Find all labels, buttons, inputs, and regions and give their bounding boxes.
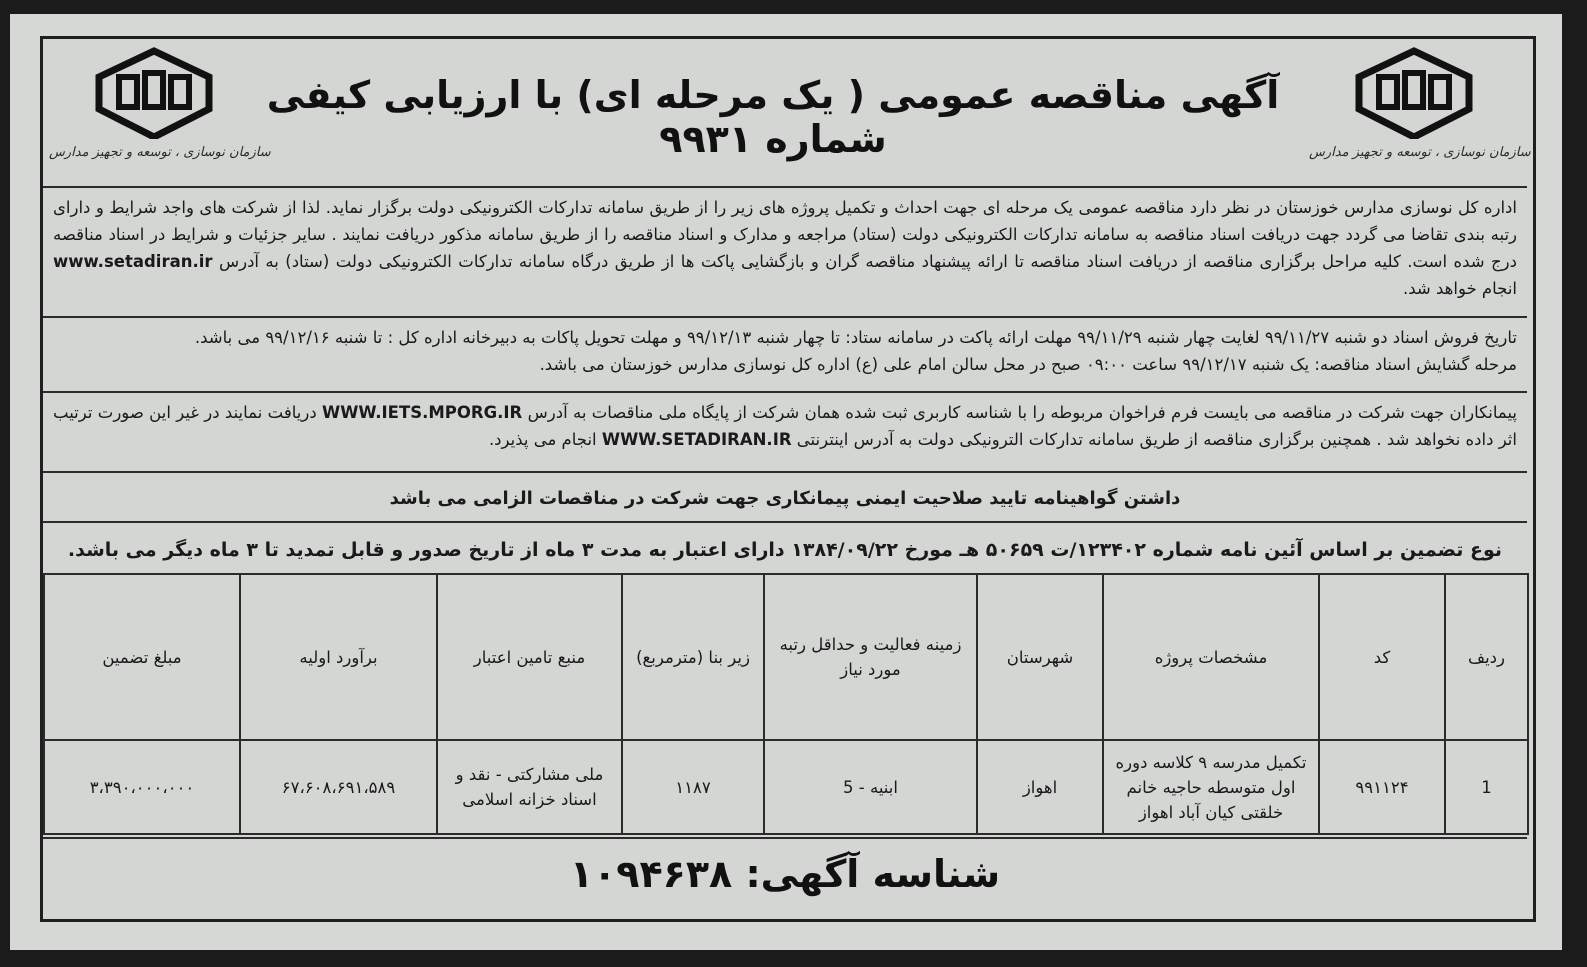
notice-title: آگهی مناقصه عمومی ( یک مرحله ای) با ارزیابی کیفی شماره ۹۹۳۱	[266, 73, 1280, 161]
intro-paragraph	[43, 186, 1527, 316]
iets-link[interactable]: WWW.IETS.MPORG.IR	[322, 403, 523, 422]
header-initial-estimate: برآورد اولیه	[240, 574, 437, 740]
cell-project-specs: تکمیل مدرسه ۹ کلاسه دوره اول متوسطه حاجیه خانم خلقتی کیان آباد اهواز	[1103, 740, 1319, 834]
organization-logo-right	[1309, 47, 1531, 167]
contractors-text-1: پیمانکاران جهت شرکت در مناقصه می بایست فرم فراخوان مربوطه را با شناسه کاربری ثبت شده همان شرکت از پایگاه ملی مناقصات به آدرس	[527, 403, 1518, 422]
header-funding-source: منبع تامین اعتبار	[437, 574, 622, 740]
cell-funding-source: ملی مشارکتی - نقد و اسناد خزانه اسلامی	[437, 740, 622, 834]
cell-code: ۹۹۱۱۲۴	[1319, 740, 1445, 834]
cell-city: اهواز	[977, 740, 1103, 834]
sale-dates-line: تاریخ فروش اسناد دو شنبه ۹۹/۱۱/۲۷ لغایت چهار شنبه ۹۹/۱۱/۲۹ مهلت ارائه پاکت در سامانه ستاد: تا چهار شنبه ۹۹/۱۲/۱۳ و مهلت تحویل پاکات به دبیرخانه اداره کل : تا شنبه ۹۹/۱۲/۱۶ می باشد.	[194, 328, 1517, 347]
dates-paragraph	[43, 316, 1527, 391]
contractors-paragraph	[43, 391, 1527, 471]
setadiran-link[interactable]: www.setadiran.ir	[53, 252, 213, 271]
guarantee-note: نوع تضمین بر اساس آئین نامه شماره ۱۲۳۴۰۲/ت ۵۰۶۵۹ هـ مورخ ۱۳۸۴/۰۹/۲۲ دارای اعتبار به مدت ۳ ماه از تاریخ صدور و قابل تمدید تا ۳ ماه دیگر می باشد.	[43, 521, 1527, 573]
cell-initial-estimate: ۶۷،۶۰۸،۶۹۱،۵۸۹	[240, 740, 437, 834]
school-renovation-logo-icon	[89, 47, 219, 139]
contractors-text-3: انجام می پذیرد.	[488, 430, 597, 449]
table-row	[44, 740, 1528, 834]
intro-text: اداره کل نوسازی مدارس خوزستان در نظر دارد مناقصه عمومی یک مرحله ای جهت احداث و تکمیل پروژه های زیر را از طریق سامانه تدارکات الکترونیکی دولت برگزار نماید. لذا از شرکت های واجد شرایط و دارای رتبه بندی تقاضا می گردد جهت دریافت اسناد مناقصه به سامانه تدارکات الکترونیکی دولت (ستاد) مراجعه و مدارک و اسناد مناقصه را از طریق سامانه مذکور دریافت نمایند . سایر جزئیات و شرایط در اسناد مناقصه درج شده است. کلیه مراحل برگزاری مناقصه از دریافت اسناد مناقصه تا ارائه پیشنهاد مناقصه گران و بازگشایی پاکت ها از طریق درگاه سامانه تدارکات الکترونیکی دولت (ستاد) به آدرس	[53, 198, 1517, 271]
header-guarantee-amount: مبلغ تضمین	[44, 574, 240, 740]
logo-caption-right: سازمان نوسازی ، توسعه و تجهیز مدارس	[1309, 145, 1531, 160]
cell-guarantee-amount: ۳،۳۹۰،۰۰۰،۰۰۰	[44, 740, 240, 834]
certificate-note: داشتن گواهینامه تایید صلاحیت ایمنی پیمانکاری جهت شرکت در مناقصات الزامی می باشد	[43, 471, 1527, 521]
header-code: کد	[1319, 574, 1445, 740]
table-header-row	[44, 574, 1528, 740]
cell-activity-grade: ابنیه - 5	[764, 740, 977, 834]
projects-table	[43, 573, 1529, 835]
header-floor-area: زیر بنا (مترمربع)	[622, 574, 764, 740]
school-renovation-logo-icon	[1349, 47, 1479, 139]
header-activity-grade: زمینه فعالیت و حداقل رتبه مورد نیاز	[764, 574, 977, 740]
header-city: شهرستان	[977, 574, 1103, 740]
cell-row-number: 1	[1445, 740, 1528, 834]
setadiran-link-2[interactable]: WWW.SETADIRAN.IR	[601, 430, 792, 449]
tender-notice	[40, 36, 1536, 922]
intro-tail: انجام خواهد شد.	[1403, 279, 1517, 298]
notice-header	[43, 39, 1533, 186]
logo-caption-left: سازمان نوسازی ، توسعه و تجهیز مدارس	[49, 145, 271, 160]
cell-floor-area: ۱۱۸۷	[622, 740, 764, 834]
opening-date-line: مرحله گشایش اسناد مناقصه: یک شنبه ۹۹/۱۲/۱۷ ساعت ۰۹:۰۰ صبح در محل سالن امام علی (ع) اداره کل نوسازی مدارس خوزستان می باشد.	[539, 355, 1517, 374]
header-project-specs: مشخصات پروژه	[1103, 574, 1319, 740]
ad-id: شناسه آگهی: ۱۰۹۴۶۳۸	[43, 837, 1527, 919]
header-row-number: ردیف	[1445, 574, 1528, 740]
organization-logo-left	[49, 47, 271, 167]
contractors-text-2: دریافت نمایند در غیر این صورت ترتیب اثر داده نخواهد شد . همچنین برگزاری مناقصه از طریق سامانه تدارکات الترونیکی دولت به آدرس اینترنتی	[53, 403, 1517, 449]
newspaper-clipping	[10, 14, 1562, 950]
